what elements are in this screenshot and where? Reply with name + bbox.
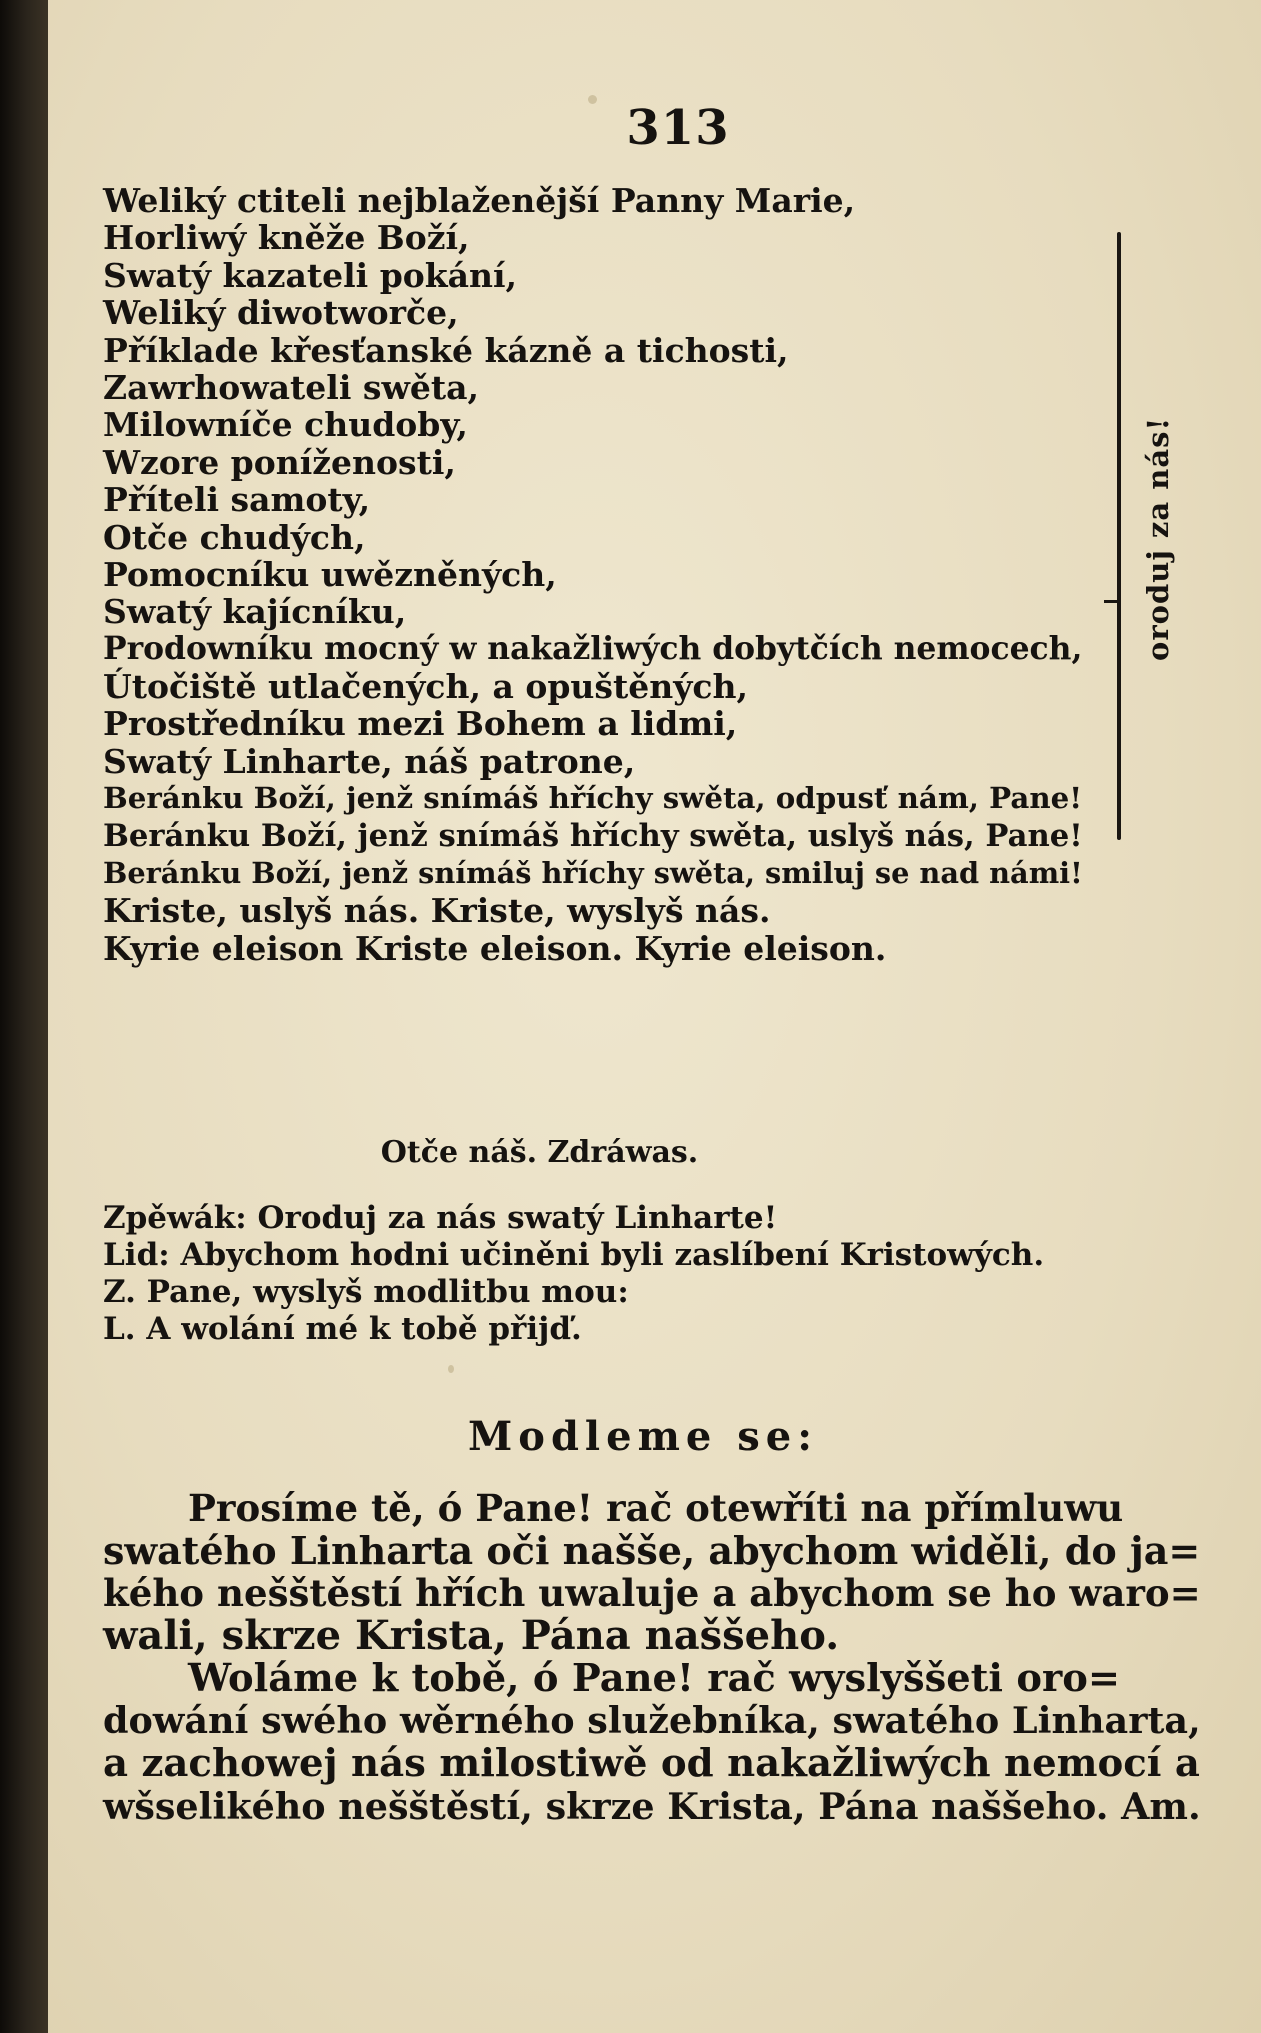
brace-line: [1117, 232, 1121, 840]
litany-line: Zawrhowateli swěta,: [103, 367, 479, 407]
prayer-line: wšselikého nešštěstí, skrze Krista, Pána naššeho. Am.: [103, 1784, 1201, 1828]
litany-line: Horliwý kněže Boží,: [103, 218, 470, 258]
litany-line: Pomocníku uwězněných,: [103, 554, 557, 594]
versicle-line: L. A wolání mé k tobě přijď.: [103, 1311, 582, 1347]
prayer-line: Woláme k tobě, ó Pane! rač wyslyššeti oro=: [188, 1655, 1121, 1701]
litany-line: Kriste, uslyš nás. Kriste, wyslyš nás.: [103, 891, 771, 931]
prayer-line: kého nešštěstí hřích uwaluje a abychom se ho waro=: [103, 1571, 1201, 1616]
page-number: 313: [626, 100, 730, 156]
litany-line: Wzore poníženosti,: [103, 442, 456, 482]
litany-line: Prodowníku mocný w nakažliwých dobytčích nemocech,: [103, 630, 1083, 667]
litany-line: Útočiště utlačených, a opuštěných,: [103, 667, 748, 707]
litany-line: Beránku Boží, jenž snímáš hříchy swěta, uslyš nás, Pane!: [103, 817, 1083, 854]
litany-line: Swatý kazateli pokání,: [103, 255, 518, 295]
litany-block: [103, 182, 1103, 967]
litany-line: Weliký ctiteli nejblaženější Panny Marie,: [103, 181, 856, 220]
prayer-line: wali, skrze Krista, Pána naššeho.: [103, 1612, 840, 1660]
prayer-line: dowání swého wěrného služebníka, swatého Linharta,: [103, 1699, 1201, 1743]
litany-line: Beránku Boží, jenž snímáš hříchy swěta, smiluj se nad námi!: [103, 856, 1083, 891]
brace-tick: [1104, 600, 1118, 603]
book-spine-shadow: [0, 0, 48, 2033]
litany-line: Milowníče chudoby,: [103, 405, 468, 445]
prayer-line: swatého Linharta oči našše, abychom widěli, do ja=: [103, 1527, 1201, 1573]
prayer-line: a zachowej nás milostiwě od nakažliwých nemocí a: [103, 1741, 1200, 1787]
litany-line: Příklade křesťanské kázně a tichosti,: [103, 330, 789, 370]
versicle-line: Z. Pane, wyslyš modlitbu mou:: [103, 1274, 629, 1310]
versicle-line: Lid: Abychom hodni učiněni byli zaslíbení Kristowých.: [103, 1237, 1045, 1273]
otce-nas-line: Otče náš. Zdráwas.: [380, 1135, 699, 1170]
prayer-line: Prosíme tě, ó Pane! rač otewříti na přímluwu: [188, 1486, 1124, 1530]
litany-line: Swatý kajícníku,: [103, 592, 407, 632]
litany-line: Kyrie eleison Kriste eleison. Kyrie eleison.: [103, 928, 887, 968]
side-response: oroduj za nás!: [1141, 416, 1175, 662]
prayer-heading: Modleme se:: [468, 1413, 819, 1460]
litany-line: Swatý Linharte, náš patrone,: [103, 741, 636, 781]
litany-line: Příteli samoty,: [103, 480, 371, 520]
prayer-block: [103, 1487, 1223, 1829]
versicles-block: [103, 1200, 1103, 1348]
litany-line: Weliký diwotworče,: [103, 293, 459, 333]
book-page: [48, 0, 1261, 2033]
paper-speck: [448, 1365, 454, 1373]
versicle-line: Zpěwák: Oroduj za nás swatý Linharte!: [103, 1200, 778, 1236]
litany-line: Beránku Boží, jenž snímáš hříchy swěta, odpusť nám, Pane!: [103, 781, 1083, 816]
litany-line: Otče chudých,: [103, 517, 366, 557]
litany-line: Prostředníku mezi Bohem a lidmi,: [103, 704, 738, 744]
